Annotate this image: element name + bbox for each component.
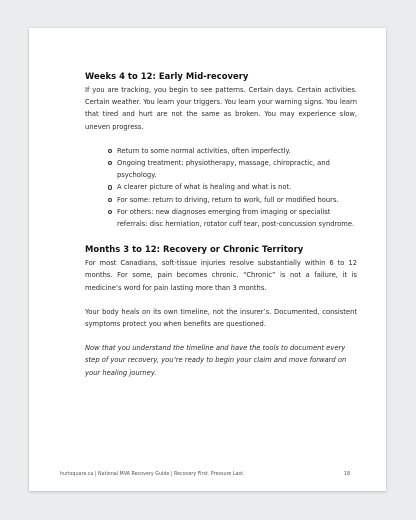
section-intro-paragraph: If you are tracking, you begin to see patterns. Certain days. Certain activities. Certain weather. You learn your triggers. You learn your warning signs. You learn that tired and hurt are not the same as broken. You may experience slow, uneven progress.: [85, 86, 357, 131]
closing-paragraph: Now that you understand the timeline and have the tools to document every step of your recovery, you’re ready to begin your claim and move forward on your healing journey.: [85, 344, 347, 377]
timeline-paragraph: Your body heals on its own timeline, not the insurer’s. Documented, consistent symptoms protect you when benefits are questioned.: [85, 307, 357, 329]
list-item: Ongoing treatment: physiotherapy, massage, chiropractic, and psychology.: [108, 157, 357, 181]
section-heading-recovery-or-chronic: Months 3 to 12: Recovery or Chronic Territory: [85, 244, 304, 255]
page-number: 18: [343, 472, 350, 477]
document-page: [29, 28, 386, 491]
list-item: For some: return to driving, return to work, full or modified hours.: [108, 194, 357, 206]
list-item: For others: new diagnoses emerging from imaging or specialist referrals: disc herniation, rotator cuff tear, post-concussion syndrome.: [108, 206, 357, 230]
footer-text: hurtsquare.ca | National MVA Recovery Guide | Recovery First. Pressure Last.: [60, 472, 245, 477]
chronic-paragraph: For most Canadians, soft-tissue injuries resolve substantially within 6 to 12 months. For some, pain becomes chronic. “Chronic” is not a failure, it is medicine’s word for pain lasting more than 3 months.: [85, 259, 357, 292]
page-content: [85, 71, 357, 379]
page-footer: [60, 472, 350, 477]
list-item: A clearer picture of what is healing and what is not.: [108, 181, 357, 193]
list-item: Return to some normal activities, often imperfectly.: [108, 145, 357, 157]
recovery-bullet-list: [85, 145, 357, 230]
section-heading-early-mid-recovery: Weeks 4 to 12: Early Mid-recovery: [85, 71, 249, 81]
